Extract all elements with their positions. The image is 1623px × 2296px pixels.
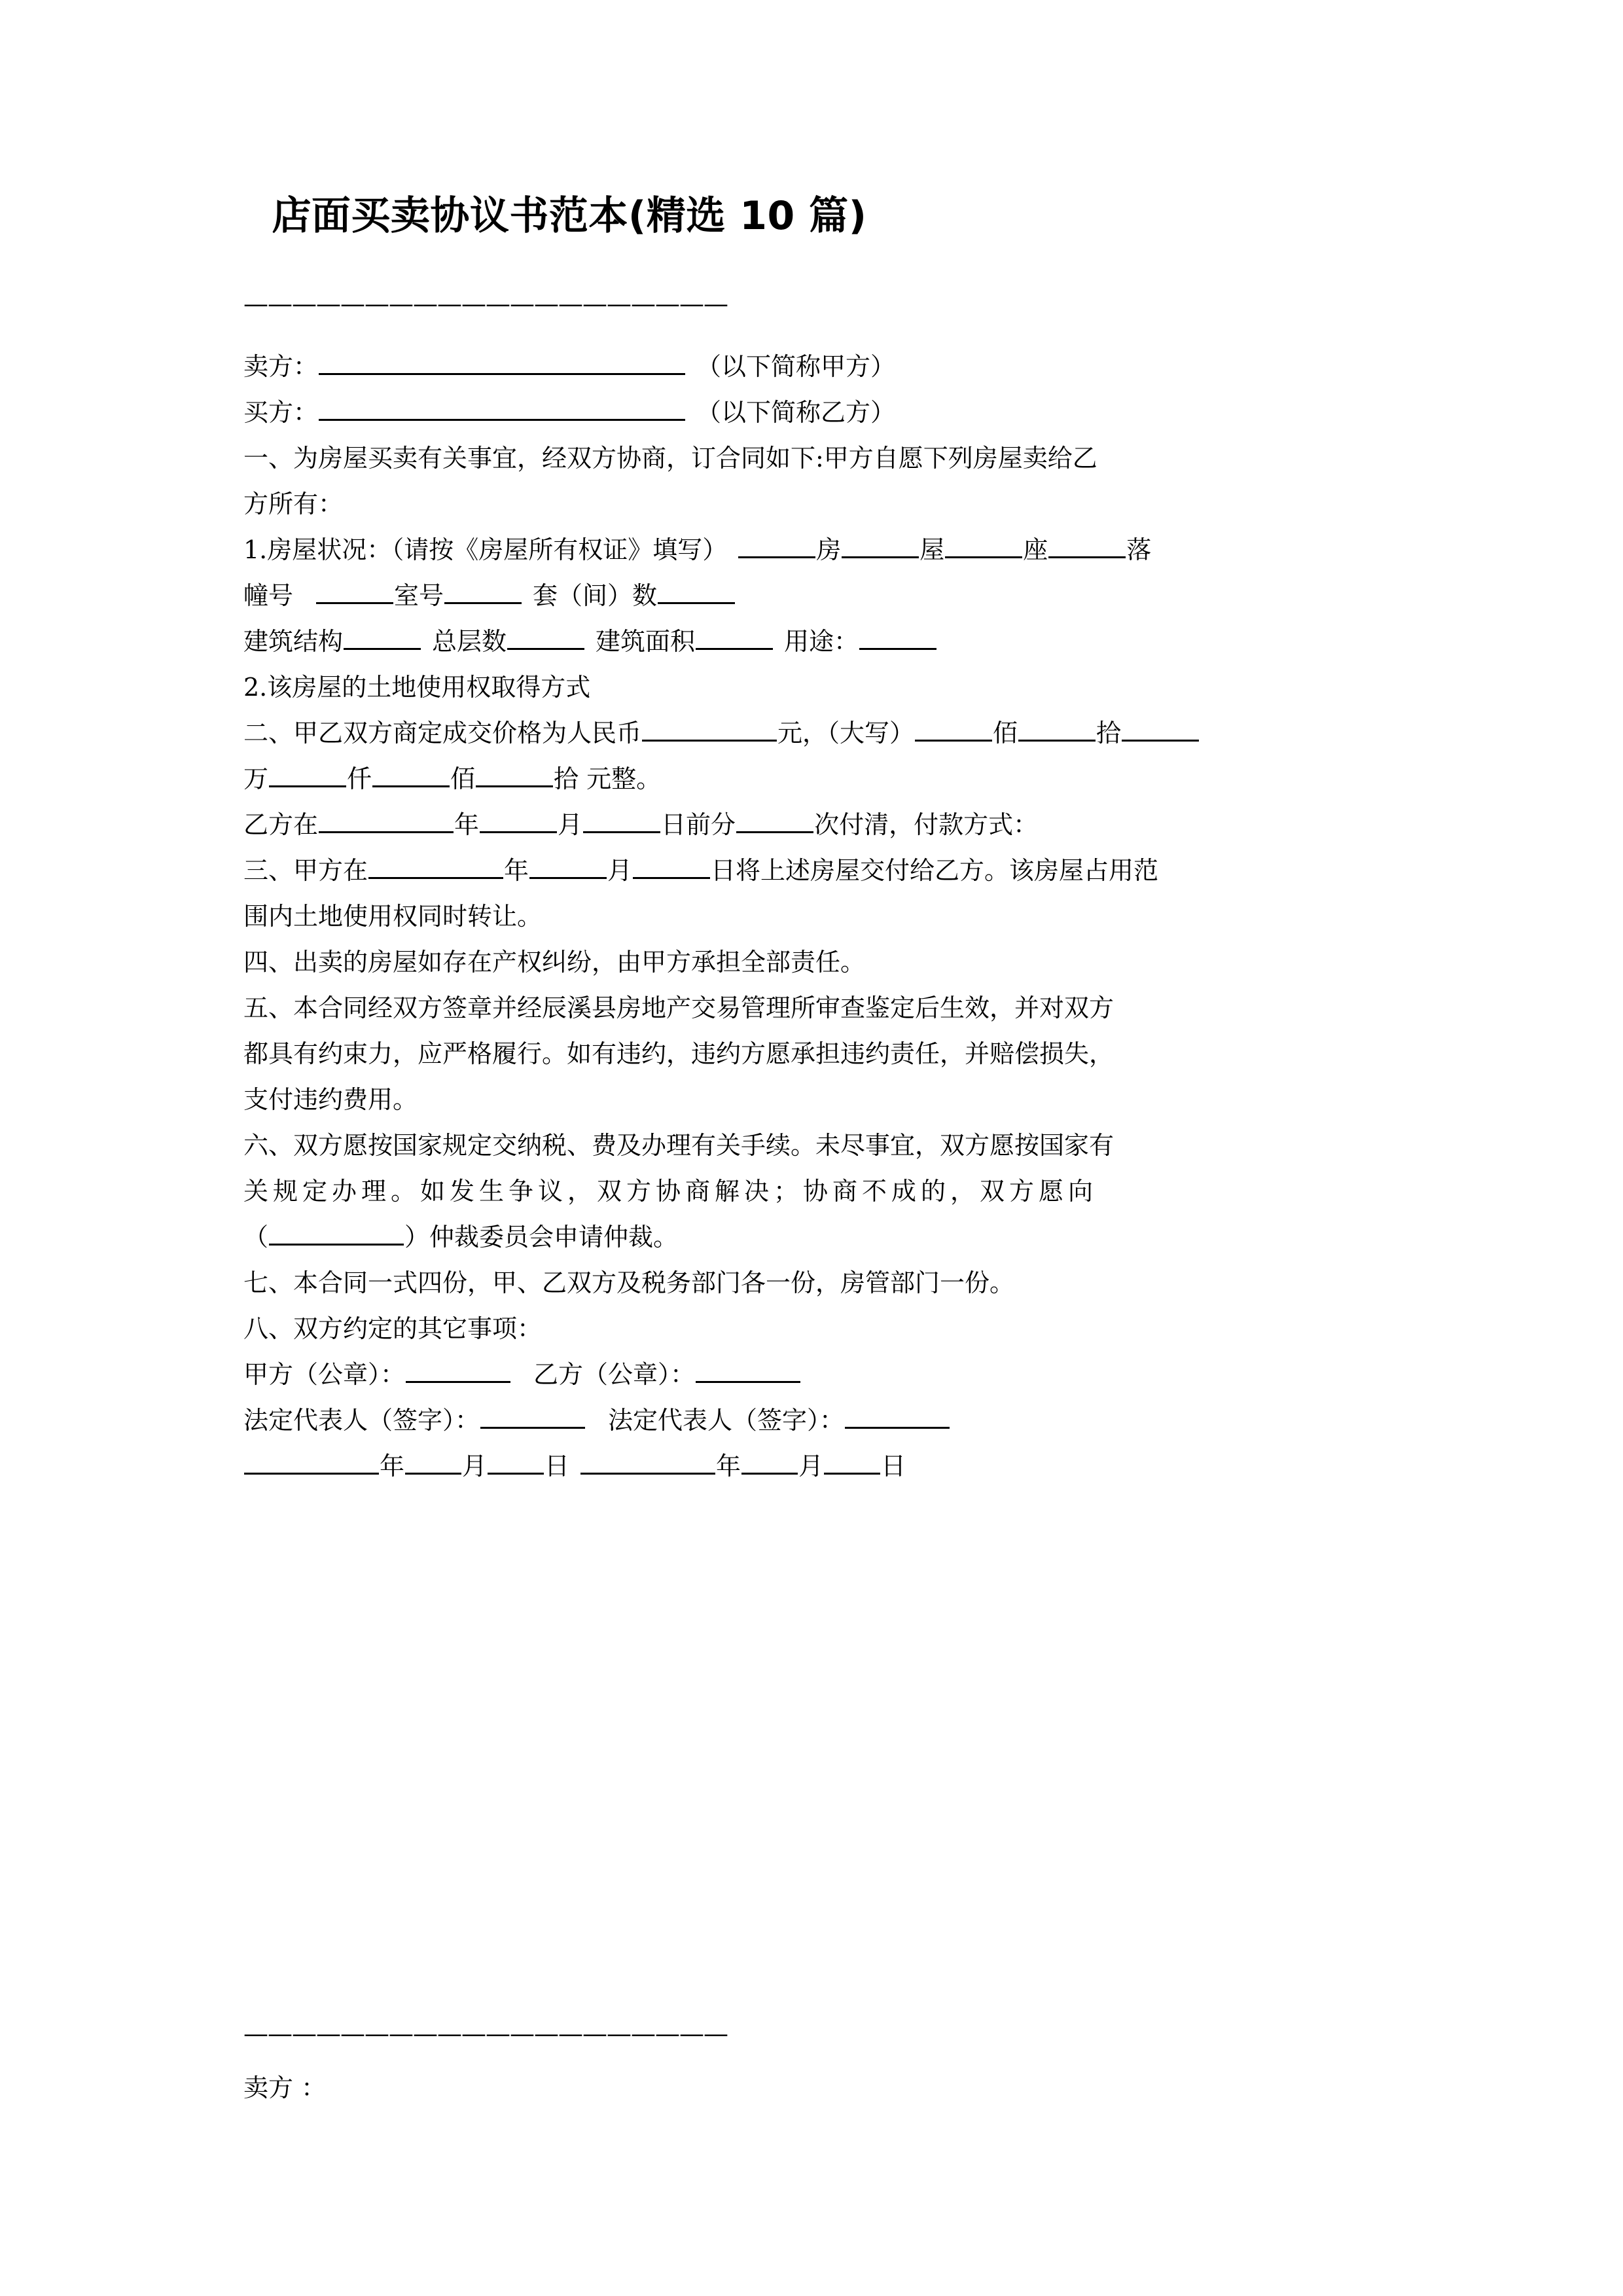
delivery-year-label: 年 (504, 856, 529, 885)
label-bai: 佰 (993, 719, 1018, 747)
delivery-year-blank[interactable] (368, 856, 503, 879)
label-zuo: 座 (1023, 535, 1048, 564)
payment-year-blank[interactable] (319, 810, 454, 833)
jiegou-blank[interactable] (344, 627, 421, 650)
clause-5-line-1: 五、本合同经双方签章并经辰溪县房地产交易管理所审查鉴定后生效，并对双方 (243, 994, 1115, 1022)
label-shi-2: 拾 元整。 (554, 764, 662, 793)
delivery-day-blank[interactable] (633, 856, 710, 879)
clause-1-line-1: 一、为房屋买卖有关事宜，经双方协商，订合同如下:甲方自愿下列房屋卖给乙 (243, 444, 1097, 473)
label-qian: 仟 (347, 764, 372, 793)
clause-2-uppercase-label: 元，（大写） (777, 719, 915, 747)
wan-blank[interactable] (269, 764, 346, 787)
party-a-seal-blank[interactable] (406, 1360, 510, 1383)
house-zuo-blank[interactable] (945, 535, 1022, 558)
signature-representative-line (243, 1397, 950, 1443)
party-b-rep-label: 法定代表人（签字）： (608, 1406, 845, 1435)
item-building-number-line (243, 573, 736, 619)
buyer-label: 买方： (243, 398, 319, 427)
party-b-month-blank[interactable] (741, 1452, 798, 1475)
party-a-day-label: 日 (544, 1452, 570, 1480)
clause-4: 四、出卖的房屋如存在产权纠纷，由甲方承担全部责任。 (243, 948, 866, 977)
clause-3-line-2: 围内土地使用权同时转让。 (243, 902, 543, 931)
mianji-blank[interactable] (696, 627, 773, 650)
payment-year-label: 年 (454, 810, 480, 839)
clause-1-line-2: 方所有： (243, 490, 344, 518)
label-chuang-hao: 幢号 (243, 581, 294, 610)
clause-6-line-3 (243, 1214, 678, 1260)
clause-3-prefix: 三、甲方在 (243, 856, 368, 885)
seller-label: 卖方： (243, 352, 319, 381)
buyer-line (243, 389, 895, 435)
bai-2-blank[interactable] (476, 764, 553, 787)
house-wu-blank[interactable] (842, 535, 919, 558)
price-bai-blank[interactable] (915, 719, 992, 742)
price-tail-blank[interactable] (1122, 719, 1199, 742)
clause-5-line-2: 都具有约束力，应严格履行。如有违约，违约方愿承担违约责任，并赔偿损失， (243, 1039, 1115, 1068)
payment-day-label: 日前分 (661, 810, 736, 839)
delivery-month-label: 月 (607, 856, 633, 885)
clause-5-line-3: 支付违约费用。 (243, 1085, 418, 1114)
divider-bottom: ———————————————————— (243, 2019, 728, 2048)
label-mianji: 建筑面积 (596, 627, 696, 656)
clause-7: 七、本合同一式四份，甲、乙双方及税务部门各一份，房管部门一份。 (243, 1268, 1015, 1297)
seller-line (243, 344, 895, 389)
clause-8: 八、双方约定的其它事项： (243, 1314, 543, 1343)
item-land-use-right: 2.该房屋的土地使用权取得方式 (243, 673, 591, 702)
party-a-day-blank[interactable] (488, 1452, 544, 1475)
qian-blank[interactable] (372, 764, 450, 787)
payment-day-blank[interactable] (583, 810, 660, 833)
party-b-day-label: 日 (881, 1452, 906, 1480)
signature-date-line (243, 1443, 906, 1489)
seller-note: （以下简称甲方） (696, 352, 896, 381)
payment-month-blank[interactable] (480, 810, 557, 833)
footer-seller-label: 卖方 ： (243, 2073, 327, 2102)
party-a-seal-label: 甲方（公章）： (243, 1360, 406, 1389)
tao-shu-blank[interactable] (658, 581, 735, 604)
cengshu-blank[interactable] (507, 627, 584, 650)
divider-top: ———————————————————— (243, 289, 728, 318)
signature-seal-line (243, 1352, 801, 1397)
buyer-note: （以下简称乙方） (696, 398, 896, 427)
clause-6-line-2: 关规定办理。如发生争议，双方协商解决；协商不成的，双方愿向 (243, 1177, 1098, 1206)
clause-2-line-1 (243, 710, 1200, 756)
party-b-year-blank[interactable] (580, 1452, 715, 1475)
house-fang-blank[interactable] (738, 535, 815, 558)
party-a-year-label: 年 (380, 1452, 405, 1480)
label-cengshu: 总层数 (432, 627, 507, 656)
label-shi: 拾 (1096, 719, 1122, 747)
chuang-hao-blank[interactable] (316, 581, 393, 604)
party-b-year-label: 年 (716, 1452, 741, 1480)
page-title: 店面买卖协议书范本(精选 10 篇) (272, 193, 867, 239)
item-house-status-label: 1.房屋状况：（请按《房屋所有权证》填写） (243, 535, 728, 564)
house-luo-blank[interactable] (1048, 535, 1126, 558)
label-bai-2: 佰 (450, 764, 476, 793)
seller-blank[interactable] (319, 352, 685, 375)
delivery-month-blank[interactable] (529, 856, 607, 879)
label-wu: 屋 (919, 535, 945, 564)
price-shi-blank[interactable] (1018, 719, 1096, 742)
shi-hao-blank[interactable] (444, 581, 522, 604)
yongtu-blank[interactable] (859, 627, 936, 650)
party-a-rep-blank[interactable] (480, 1406, 585, 1429)
payment-party-label: 乙方在 (243, 810, 319, 839)
item-house-status-line (243, 527, 1151, 573)
party-a-month-label: 月 (462, 1452, 488, 1480)
clause-6-line-1: 六、双方愿按国家规定交纳税、费及办理有关手续。未尽事宜，双方愿按国家有 (243, 1131, 1115, 1160)
party-b-day-blank[interactable] (824, 1452, 880, 1475)
clause-2-payment-line (243, 802, 1038, 848)
party-b-seal-label: 乙方（公章）： (533, 1360, 696, 1389)
arbitration-paren-open: （ (243, 1223, 269, 1251)
price-number-blank[interactable] (642, 719, 777, 742)
clause-2-prefix: 二、甲乙双方商定成交价格为人民币 (243, 719, 642, 747)
buyer-blank[interactable] (319, 398, 685, 421)
party-a-month-blank[interactable] (405, 1452, 461, 1475)
party-a-year-blank[interactable] (244, 1452, 379, 1475)
arbitration-rest: ）仲裁委员会申请仲裁。 (404, 1223, 679, 1251)
label-jiegou: 建筑结构 (243, 627, 344, 656)
payment-month-label: 月 (558, 810, 583, 839)
party-b-seal-blank[interactable] (696, 1360, 800, 1383)
label-yongtu: 用途： (784, 627, 859, 656)
label-wan: 万 (243, 764, 269, 793)
clause-3-rest: 日将上述房屋交付给乙方。该房屋占用范 (711, 856, 1159, 885)
arbitration-committee-blank[interactable] (269, 1223, 404, 1246)
label-tao-shu: 套（间）数 (533, 581, 658, 610)
label-luo: 落 (1126, 535, 1152, 564)
clause-3-line-1 (243, 848, 1158, 893)
party-b-rep-blank[interactable] (845, 1406, 950, 1429)
party-a-rep-label: 法定代表人（签字）： (243, 1406, 480, 1435)
clause-2-line-2 (243, 756, 661, 802)
payment-times-blank[interactable] (736, 810, 813, 833)
party-b-month-label: 月 (798, 1452, 824, 1480)
label-fang: 房 (816, 535, 842, 564)
label-shi-hao: 室号 (394, 581, 444, 610)
item-structure-line (243, 619, 937, 664)
payment-times-label: 次付清，付款方式： (814, 810, 1039, 839)
